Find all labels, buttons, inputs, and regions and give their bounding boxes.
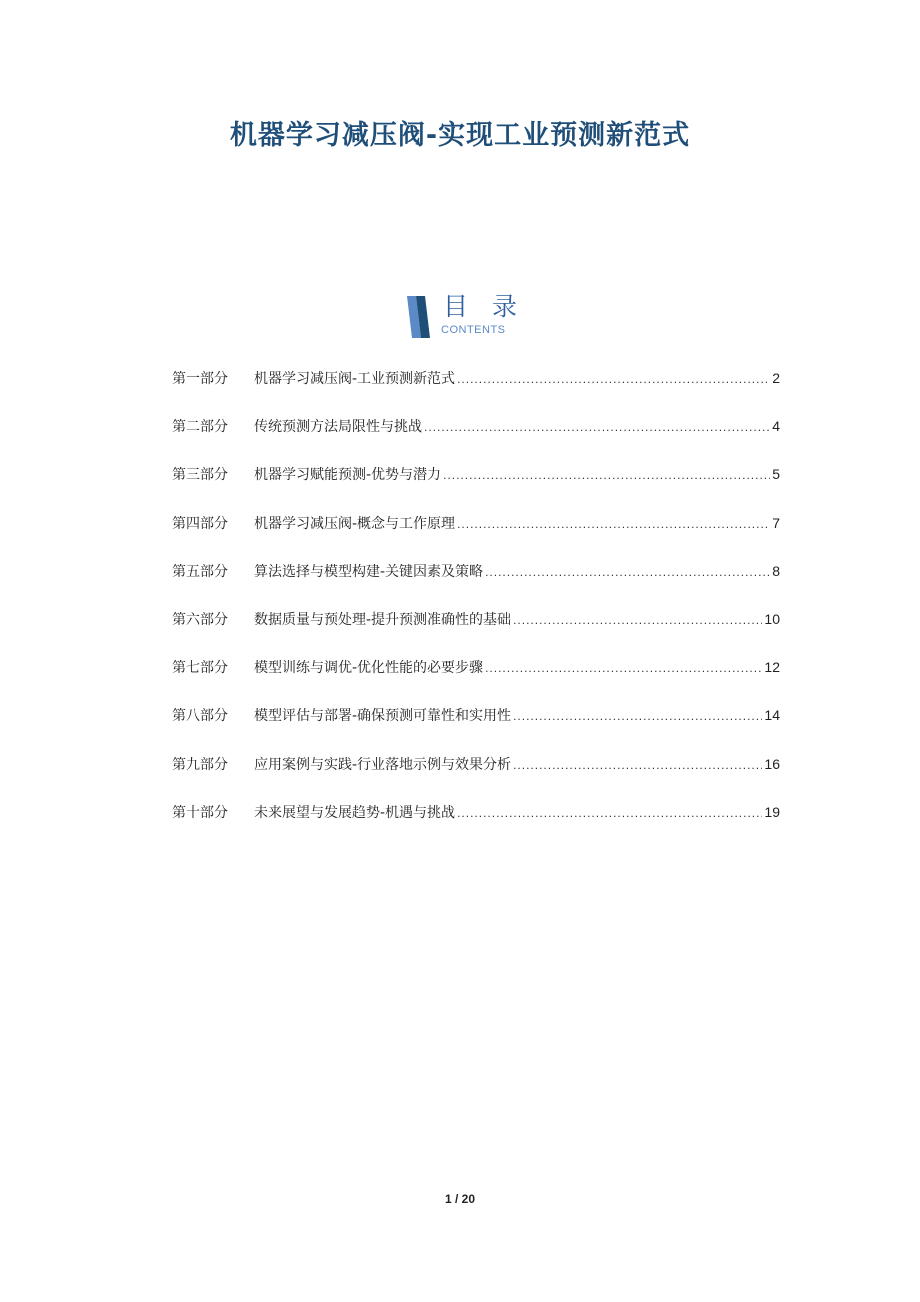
toc-entry-title: 算法选择与模型构建-关键因素及策略 bbox=[254, 563, 484, 580]
document-title: 机器学习减压阀-实现工业预测新范式 bbox=[229, 120, 691, 151]
toc-entry-title: 传统预测方法局限性与挑战 bbox=[254, 419, 422, 436]
toc-leader-dots bbox=[513, 606, 762, 634]
toc-entry-6[interactable] bbox=[172, 605, 780, 653]
toc-entry-title: 应用案例与实践-行业落地示例与效果分析 bbox=[254, 756, 512, 773]
toc-leader-dots bbox=[485, 558, 770, 586]
toc-leader-dots bbox=[485, 654, 762, 682]
toc-entry-10[interactable] bbox=[172, 798, 780, 846]
page-indicator: 1 / 20 bbox=[444, 1192, 476, 1206]
toc-header bbox=[405, 294, 535, 342]
toc-part-label: 第五部分 bbox=[172, 563, 228, 580]
toc-page-number: 7 bbox=[772, 514, 780, 531]
toc-entry-2[interactable] bbox=[172, 412, 780, 460]
toc-part-label: 第十部分 bbox=[172, 804, 228, 821]
toc-entry-title: 模型训练与调优-优化性能的必要步骤 bbox=[254, 660, 484, 677]
toc-part-label: 第三部分 bbox=[172, 467, 228, 484]
book-spine-icon bbox=[405, 296, 431, 338]
toc-part-label: 第九部分 bbox=[172, 756, 228, 773]
toc-entry-title: 数据质量与预处理-提升预测准确性的基础 bbox=[254, 611, 512, 628]
toc-page-number: 2 bbox=[772, 370, 780, 386]
toc-part-label: 第四部分 bbox=[172, 515, 228, 532]
toc-entry-8[interactable] bbox=[172, 701, 780, 749]
toc-page-number: 8 bbox=[772, 562, 780, 579]
toc-leader-dots bbox=[443, 461, 770, 489]
toc-leader-dots bbox=[513, 702, 762, 730]
toc-page-number: 19 bbox=[764, 803, 780, 820]
toc-part-label: 第二部分 bbox=[172, 419, 228, 436]
toc-page-number: 14 bbox=[764, 707, 780, 724]
toc-page-number: 12 bbox=[764, 659, 780, 676]
toc-entry-4[interactable] bbox=[172, 509, 780, 557]
toc-entry-title: 机器学习赋能预测-优势与潜力 bbox=[254, 467, 442, 484]
toc-page-number: 4 bbox=[772, 418, 780, 435]
toc-part-label: 第八部分 bbox=[172, 708, 228, 725]
toc-page-number: 10 bbox=[764, 610, 780, 627]
toc-page-number: 16 bbox=[764, 755, 780, 772]
toc-part-label: 第七部分 bbox=[172, 660, 228, 677]
toc-leader-dots bbox=[513, 751, 762, 779]
toc-entry-5[interactable] bbox=[172, 557, 780, 605]
toc-part-label: 第一部分 bbox=[172, 371, 228, 387]
toc-list bbox=[172, 364, 780, 846]
toc-entry-7[interactable] bbox=[172, 653, 780, 701]
toc-leader-dots bbox=[457, 510, 770, 538]
toc-entry-title: 机器学习减压阀-工业预测新范式 bbox=[254, 371, 456, 387]
toc-entry-title: 模型评估与部署-确保预测可靠性和实用性 bbox=[254, 708, 512, 725]
toc-page-number: 5 bbox=[772, 466, 780, 483]
toc-entry-9[interactable] bbox=[172, 750, 780, 798]
toc-entry-1[interactable] bbox=[172, 364, 780, 412]
toc-leader-dots bbox=[424, 413, 770, 441]
toc-entry-3[interactable] bbox=[172, 460, 780, 508]
toc-leader-dots bbox=[457, 799, 762, 827]
toc-part-label: 第六部分 bbox=[172, 611, 228, 628]
toc-heading: 目 录 bbox=[443, 292, 525, 321]
toc-entry-title: 未来展望与发展趋势-机遇与挑战 bbox=[254, 804, 456, 821]
toc-entry-title: 机器学习减压阀-概念与工作原理 bbox=[254, 515, 456, 532]
toc-leader-dots bbox=[457, 365, 770, 393]
toc-subheading: CONTENTS bbox=[441, 324, 506, 336]
